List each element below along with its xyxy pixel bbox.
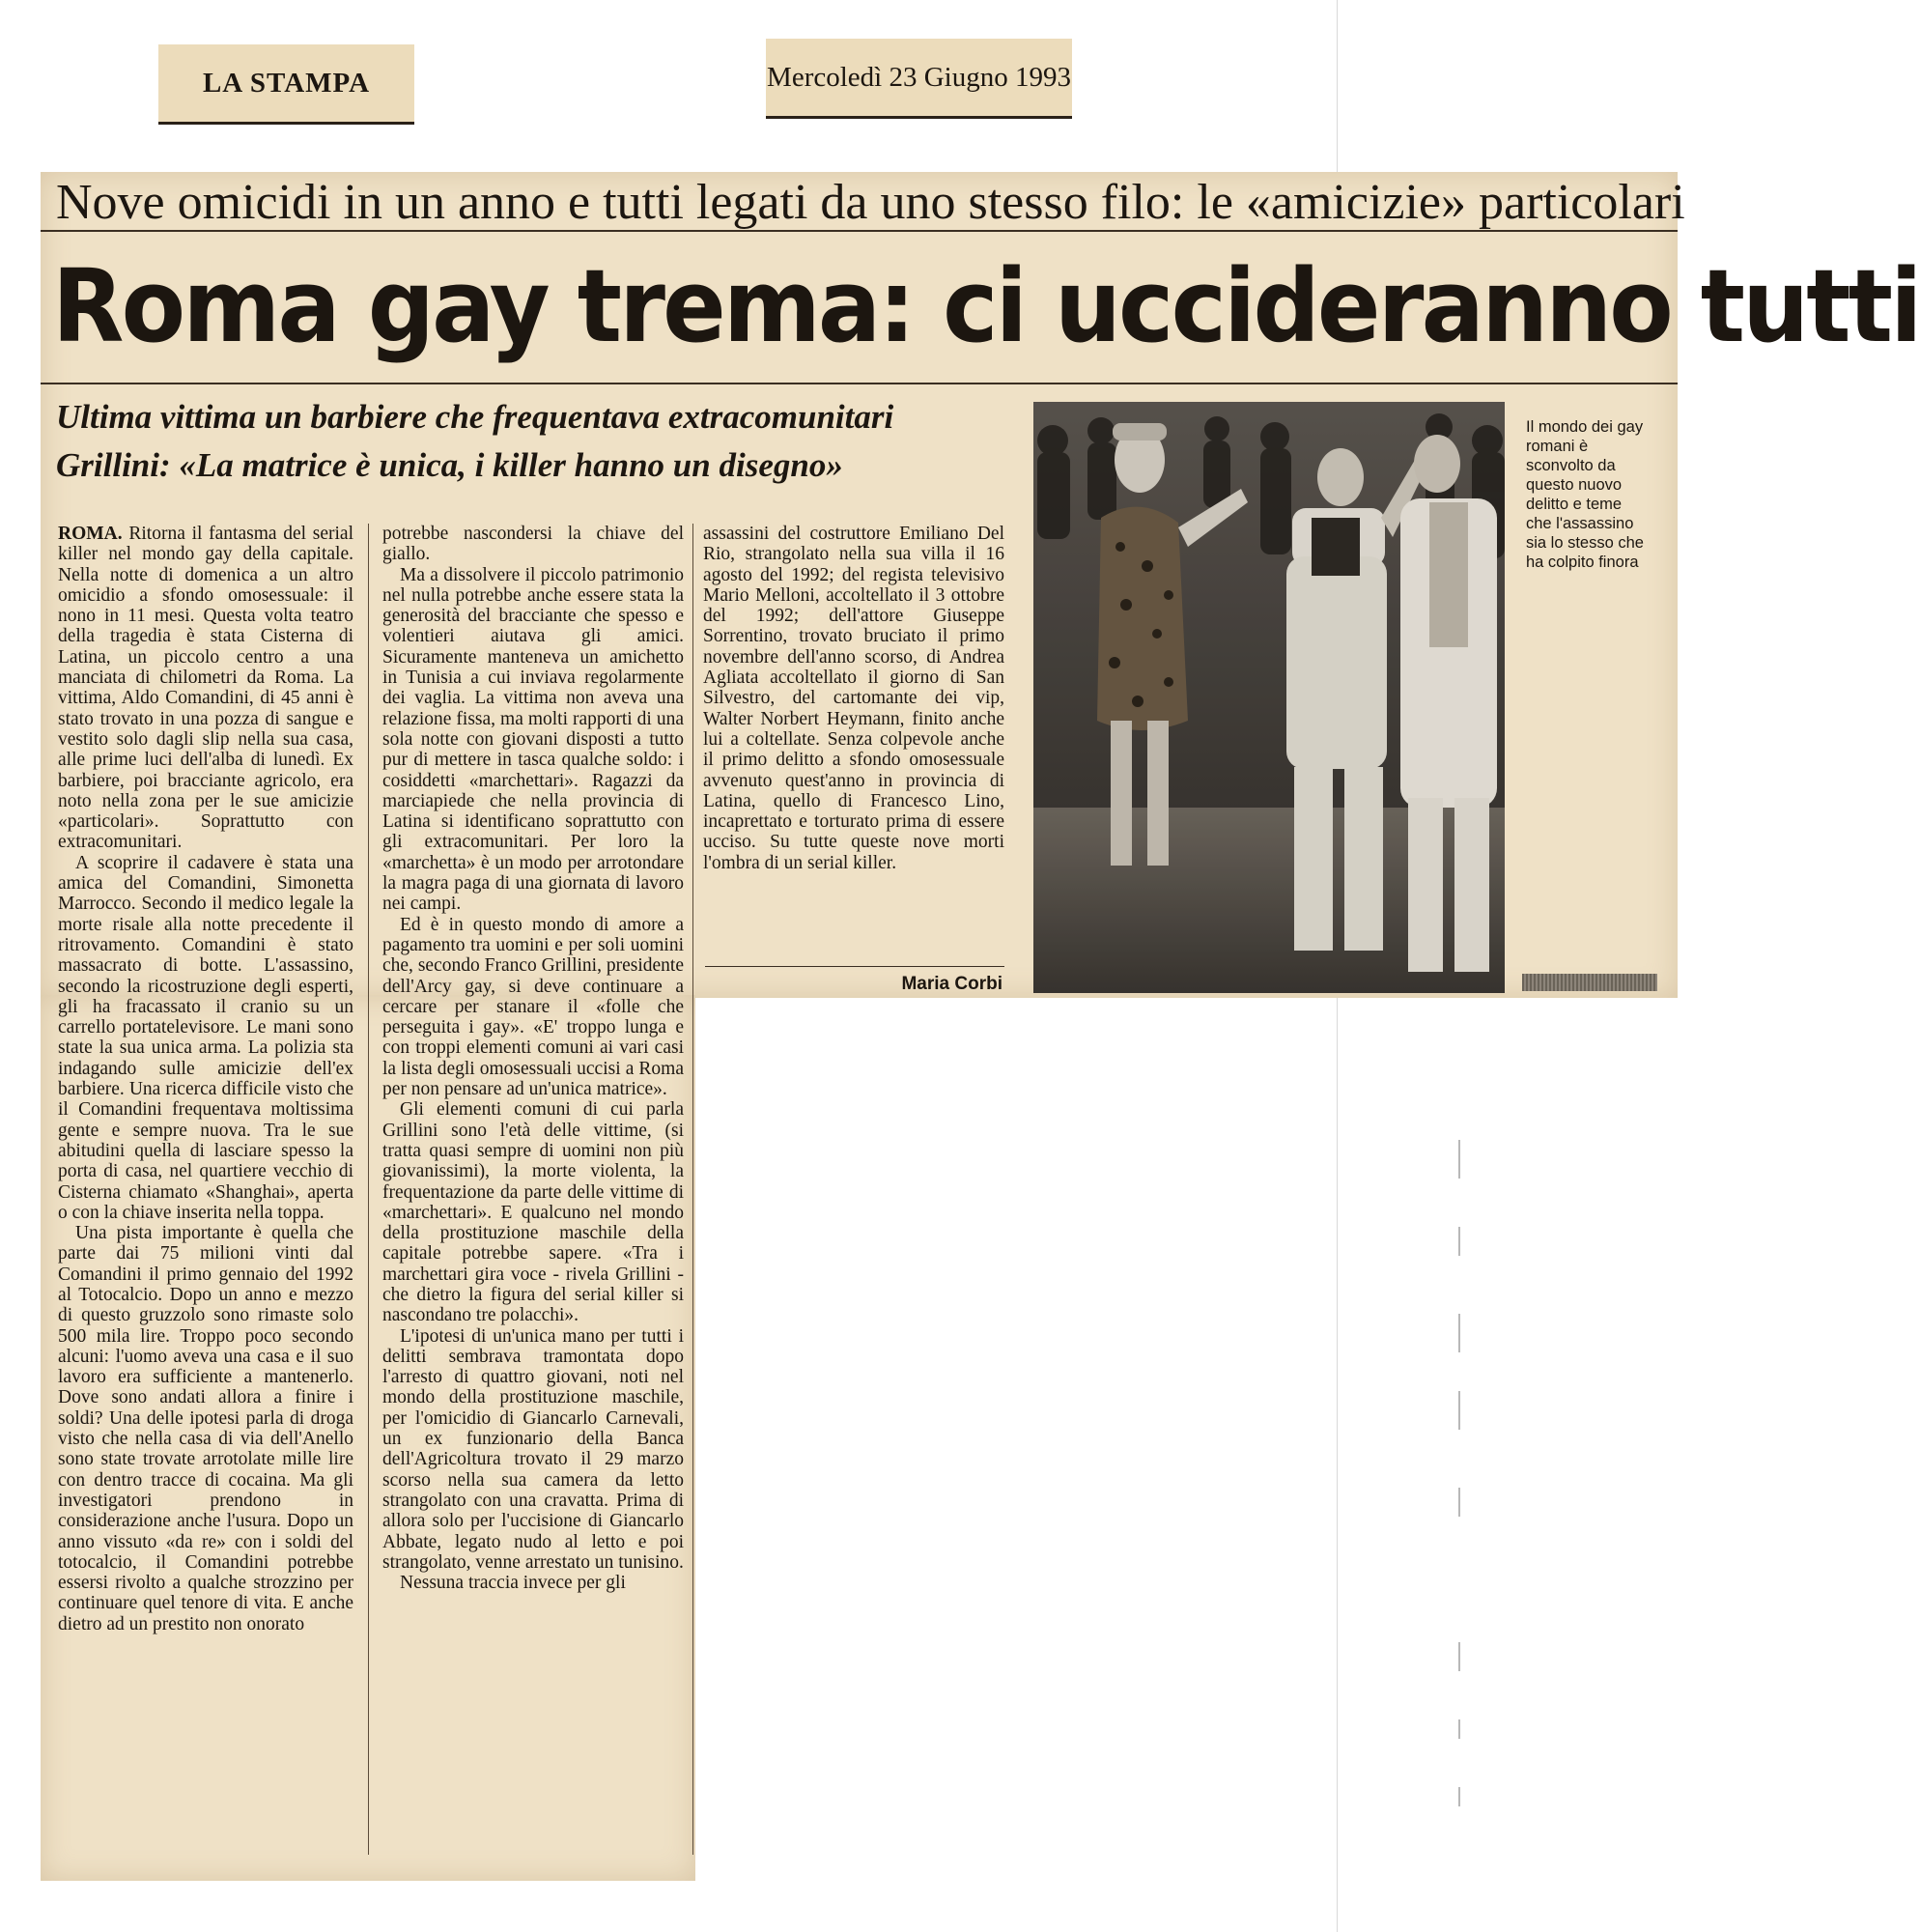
scan-mark <box>1458 1391 1460 1430</box>
date-label <box>766 39 1072 119</box>
paragraph: Una pista importante è quella che parte dai 75 milioni vinti dal Comandini il primo gennaio del 1992 al Totocalcio. Dopo un anno e mezzo di questo gruzzolo sono rimaste solo 500 mila lire. Troppo poco secondo alcuni: l'uomo aveva una casa e il suo lavoro era sufficiente a mantenerlo. Dove sono andati allora a finire i soldi? Una delle ipotesi parla di droga visto che nella casa di via dell'Anello sono state trovate arrotolate mille lire con dentro tracce di cocaina. Ma gli investigatori prendono in considerazione anche l'usura. Dopo un anno vissuto «da re» con i soldi del totocalcio, il Comandini potrebbe essersi rivolto a qualche strozzino per continuare quel tenore di vita. E anche dietro ad un prestito non onorato <box>58 1223 353 1634</box>
kicker: Nove omicidi in un anno e tutti legati da uno stesso filo: le «amicizie» particolari <box>56 175 1685 230</box>
scan-mark <box>1458 1719 1460 1739</box>
paragraph: L'ipotesi di un'unica mano per tutti i delitti sembrava tramontata dopo l'arresto di quattro giovani, noti nel mondo della prostituzione maschile, per l'omicidio di Giancarlo Carnevali, un ex funzionario della Banca dell'Agricoltura trovato il 29 marzo scorso nella sua camera da letto strangolato con una cravatta. Prima di allora solo per l'uccisione di Giancarlo Abbate, legato nudo al letto e poi strangolato, venne arrestato un tunisino. <box>382 1325 684 1573</box>
column-rule <box>368 524 369 1855</box>
article-column-1 <box>58 524 353 1857</box>
paragraph: Ma a dissolvere il piccolo patrimonio nel nulla potrebbe anche essere stata la generosità del bracciante che spesso e volentieri aiutava gli amici. Sicuramente manteneva un amichetto in Tunisia a cui inviava regolarmente dei vaglia. La vittima non aveva una relazione fissa, ma molti rapporti di una sola notte con giovani disposti a tutto pur di mettere in tasca qualche soldo: i cosiddetti «marchettari». Ragazzi da marciapiede che nella provincia di Latina si identificano soprattutto con gli extracomunitari. Per loro la «marchetta» è un modo per arrotondare la magra paga di una giornata di lavoro nei campi. <box>382 564 684 915</box>
masthead: LA STAMPA <box>202 67 371 99</box>
paragraph: Nessuna traccia invece per gli <box>400 1573 626 1594</box>
byline: Maria Corbi <box>901 974 1002 994</box>
scan-mark <box>1458 1642 1460 1671</box>
subhead: Ultima vittima un barbiere che frequentava extracomunitari <box>56 398 894 436</box>
scan-mark <box>1458 1140 1460 1179</box>
paragraph: assassini del costruttore Emiliano Del Rio, strangolato nella sua villa il 16 agosto del 1992; del regista televisivo Mario Melloni, accoltellato il 3 ottobre del 1992; dell'attore Giuseppe Sorrentino, trovato bruciato il primo novembre dell'anno scorso, di Andrea Agliata accoltellato il giorno di San Silvestro, del cartomante dei vip, Walter Norbert Heymann, finito anche lui a coltellate. Senza colpevole anche il primo delitto a sfondo omosessuale avvenuto quest'anno in provincia di Latina, quello di Francesco Lino, incaprettato e torturato prima di essere ucciso. Su tutte queste nove morti l'ombra di un serial killer. <box>703 524 1004 873</box>
scan-mark <box>1458 1488 1460 1517</box>
paragraph: potrebbe nascondersi la chiave del giallo. <box>382 524 684 565</box>
caption-bar <box>1522 974 1657 991</box>
paragraph: Ed è in questo mondo di amore a pagamento tra uomini e per soli uomini che, secondo Franco Grillini, presidente dell'Arcy gay, si deve continuare a cercare per stanare il «folle che perseguita i gay». «E' troppo lunga e con troppi elementi comuni ai vari casi la lista degli omosessuali uccisi a Roma per non pensare ad un'unica matrice». <box>382 914 684 1100</box>
article-column-2 <box>382 524 684 1857</box>
publication-date: Mercoledì 23 Giugno 1993 <box>767 61 1071 93</box>
divider <box>705 966 1004 967</box>
divider <box>41 383 1678 384</box>
paragraph-text: Ritorna il fantasma del serial killer nel mondo gay della capitale. Nella notte di domenica a un altro omicidio a sfondo omosessuale: il nono in 11 mesi. Questa volta teatro della tragedia è stata Cisterna di Latina, un piccolo centro a una manciata di chilometri da Roma. La vittima, Aldo Comandini, di 45 anni è stato trovato in una pozza di sangue e vestito solo dagli slip nella sua casa, alle prime luci dell'alba di lunedì. Ex barbiere, poi bracciante agricolo, era noto nella zona per le sue amicizie «particolari». Soprattutto con extracomunitari. <box>58 524 354 853</box>
scan-mark <box>1458 1227 1460 1256</box>
paragraph <box>58 524 353 853</box>
masthead-label <box>158 44 414 125</box>
headline: Roma gay trema: ci uccideranno tutti <box>52 247 1920 365</box>
article-column-3 <box>703 524 1004 949</box>
parade-photo <box>1033 402 1505 993</box>
column-rule <box>692 524 693 1855</box>
divider <box>41 230 1678 232</box>
scan-mark <box>1458 1787 1460 1806</box>
paragraph: A scoprire il cadavere è stata una amica del Comandini, Simonetta Marrocco. Secondo il medico legale la morte risale alla notte precedente il ritrovamento. Comandini è stato massacrato di botte. L'assassino, secondo la ricostruzione degli esperti, gli ha fracassato il cranio su un carrello portatelevisore. Le mani sono state la sua unica arma. La polizia sta indagando sulle amicizie dell'ex barbiere. Una ricerca difficile visto che il Comandini frequentava moltissima gente e sempre nuova. Tra le sue abitudini quella di lasciare spesso la porta di casa, nel quartiere vecchio di Cisterna chiamato «Shanghai», aperta o con la chiave inserita nella toppa. <box>58 852 353 1223</box>
dateline: ROMA. <box>58 524 123 544</box>
subhead: Grillini: «La matrice è unica, i killer hanno un disegno» <box>56 446 843 484</box>
scan-mark <box>1458 1314 1460 1352</box>
paragraph: Gli elementi comuni di cui parla Grillini sono l'età delle vittime, (si tratta quasi sempre di uomini non più giovanissimi), la morte violenta, la frequentazione da parte delle vittime di «marchettari». E qualcuno nel mondo della prostituzione maschile della capitale potrebbe sapere. «Tra i marchettari gira voce - rivela Grillini - che dietro la figura del serial killer si nascondano tre polacchi». <box>382 1099 684 1326</box>
photo-caption: Il mondo dei gay romani è sconvolto da questo nuovo delitto e teme che l'assassino sia lo stesso che ha colpito finora <box>1526 418 1644 571</box>
news-photo <box>1033 402 1505 993</box>
